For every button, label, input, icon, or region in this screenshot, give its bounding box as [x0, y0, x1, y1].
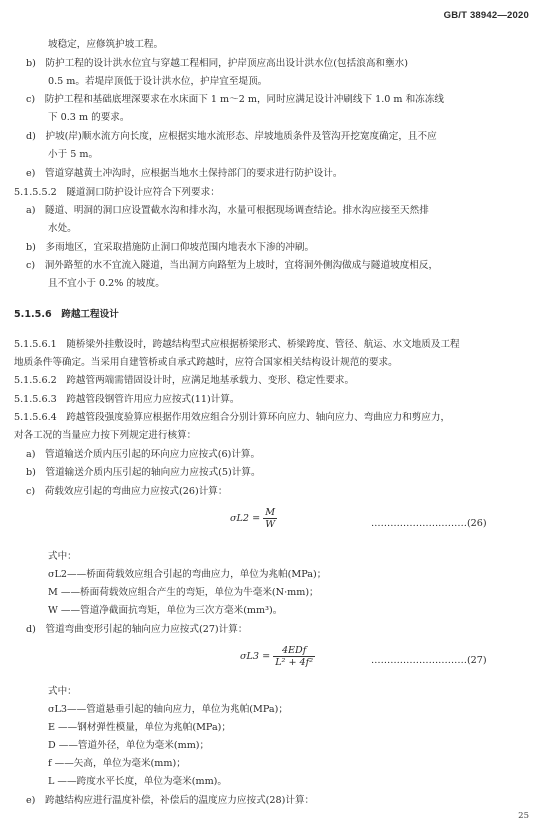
numerator: 4EDf [273, 645, 315, 657]
where-label: 式中： [48, 551, 77, 562]
symbol-definition: M ——桥面荷载效应组合产生的弯矩，单位为牛毫米(N·mm)； [48, 587, 319, 598]
equation-number-label: (27) [466, 655, 487, 666]
paragraph-line: 0.5 m。若堤岸顶低于设计洪水位，护岸宜至堤顶。 [48, 76, 268, 87]
equation-number: …………………………(26) [371, 518, 487, 529]
fraction [263, 507, 277, 530]
list-item-line: d) 管道弯曲变形引起的轴向应力应按式(27)计算： [26, 624, 248, 635]
paragraph-line: 地质条件等确定。当采用自建管桥或自承式跨越时，应符合国家相关结构设计规范的要求。 [14, 357, 398, 368]
list-item-line: b) 管道输送介质内压引起的轴向应力应按式(5)计算。 [26, 467, 261, 478]
paragraph-line: 对各工况的当量应力按下列规定进行核算： [14, 430, 197, 441]
paragraph-line: 且不宜小于 0.2% 的坡度。 [48, 278, 165, 289]
equation-number: …………………………(27) [371, 655, 487, 666]
clause-heading: 5.1.5.5.2 隧道洞口防护设计应符合下列要求： [14, 187, 220, 198]
list-item-line: c) 荷载效应引起的弯曲应力应按式(26)计算： [26, 486, 228, 497]
symbol-definition: σL2——桥面荷载效应组合引起的弯曲应力，单位为兆帕(MPa)； [48, 569, 327, 580]
page-number: 25 [518, 811, 529, 821]
paragraph-line: 坡稳定，应修筑护坡工程。 [48, 39, 164, 50]
list-item-line: b) 多雨地区，宜采取措施防止洞口仰坡范围内地表水下渗的冲刷。 [26, 242, 315, 253]
symbol-definition: D ——管道外径，单位为毫米(mm)； [48, 740, 210, 751]
numerator: M [263, 507, 277, 519]
clause-line: 5.1.5.6.4 跨越管段强度验算应根据作用效应组合分别计算环向应力、轴向应力、弯曲应力和剪应力， [14, 412, 451, 423]
paragraph-line: 小于 5 m。 [48, 149, 99, 160]
formula-26 [230, 507, 277, 530]
formula-27 [240, 645, 315, 668]
formula-lhs: σL2 = [230, 513, 261, 524]
list-item-line: c) 防护工程和基础底埋深要求在水床面下 1 m～2 m，同时应满足设计冲刷线下 1.0 m 和冻冻线 [26, 94, 444, 105]
list-item-line: e) 管道穿越黄土冲沟时，应根据当地水土保持部门的要求进行防护设计。 [26, 168, 343, 179]
standard-code-header: GB/T 38942—2020 [443, 10, 529, 21]
denominator: W [265, 519, 276, 530]
symbol-definition: L ——跨度水平长度，单位为毫米(mm)。 [48, 776, 228, 787]
list-item-line: d) 护坡(岸)顺水流方向长度，应根据实地水流形态、岸坡地质条件及管沟开挖宽度确定，且不应 [26, 131, 437, 142]
symbol-definition: W ——管道净截面抗弯矩，单位为三次方毫米(mm³)。 [48, 605, 283, 616]
symbol-definition: E ——钢材弹性模量，单位为兆帕(MPa)； [48, 722, 232, 733]
symbol-definition: f ——矢高，单位为毫米(mm)； [48, 758, 186, 769]
list-item-line: a) 隧道、明洞的洞口应设置截水沟和排水沟，水量可根据现场调查结论。排水沟应接至天然排 [26, 205, 429, 216]
section-heading: 5.1.5.6 跨越工程设计 [14, 309, 119, 320]
denominator: L² + 4f² [275, 657, 314, 668]
list-item-line: a) 管道输送介质内压引起的环向应力应按式(6)计算。 [26, 449, 261, 460]
fraction [273, 645, 315, 668]
paragraph-line: 下 0.3 m 的要求。 [48, 112, 130, 123]
equation-number-label: (26) [466, 518, 487, 529]
formula-lhs: σL3 = [240, 651, 271, 662]
clause-line: 5.1.5.6.2 跨越管两端需错固设计时，应满足地基承载力、变形、稳定性要求。 [14, 375, 355, 386]
where-label: 式中： [48, 686, 77, 697]
clause-line: 5.1.5.6.1 随桥梁外挂敷设时，跨越结构型式应根据桥梁形式、桥梁跨度、管径、航运、水文地质及工程 [14, 339, 460, 350]
list-item-line: c) 洞外路堑的水不宜流入隧道，当出洞方向路堑为上坡时，宜将洞外侧沟做成与隧道坡度相反， [26, 260, 439, 271]
symbol-definition: σL3——管道悬垂引起的轴向应力，单位为兆帕(MPa)； [48, 704, 288, 715]
paragraph-line: 水处。 [48, 223, 77, 234]
clause-line: 5.1.5.6.3 跨越管段钢管许用应力应按式(11)计算。 [14, 394, 240, 405]
list-item-line: b) 防护工程的设计洪水位宜与穿越工程相同，护岸顶应高出设计洪水位(包括浪高和壅水) [26, 58, 408, 69]
list-item-line: e) 跨越结构应进行温度补偿，补偿后的温度应力应按式(28)计算： [26, 795, 315, 806]
